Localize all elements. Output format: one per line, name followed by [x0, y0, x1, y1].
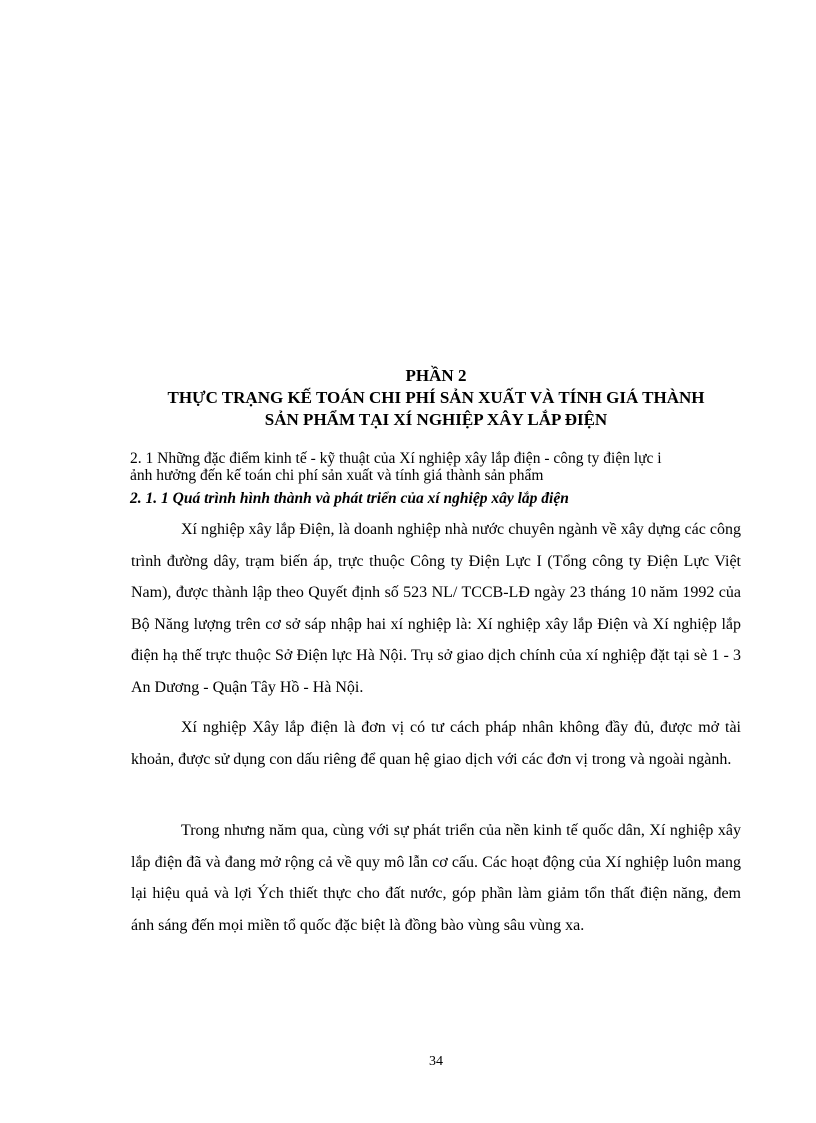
body-paragraph-3: Trong nhưng năm qua, cùng với sự phát triển của nền kinh tế quốc dân, Xí nghiệp xây lắp điện đã và đang mở rộng cả về quy mô lẫn cơ cấu. Các hoạt động của Xí nghiệp luôn mang lại hiệu quả và lợi Ých thiết thực cho đất nước, góp phần làm giảm tổn thất điện năng, đem ánh sáng đến mọi miền tổ quốc đặc biệt là đồng bào vùng sâu vùng xa. — [131, 822, 741, 934]
part-title-line-2: SẢN PHẨM TẠI XÍ NGHIỆP XÂY LẮP ĐIỆN — [264, 410, 608, 429]
part-title-line-1: THỰC TRẠNG KẾ TOÁN CHI PHÍ SẢN XUẤT VÀ TÍNH GIÁ THÀNH — [167, 388, 705, 407]
section-2-1-heading-line-2: ảnh hưởng đến kế toán chi phí sản xuất và tính giá thành sản phẩm — [130, 467, 544, 484]
body-paragraph-1: Xí nghiệp xây lắp Điện, là doanh nghiệp nhà nước chuyên ngành về xây dựng các công trình đường dây, trạm biến áp, trực thuộc Công ty Điện Lực I (Tổng công ty Điện Lực Việt Nam), được thành lập theo Quyết định số 523 NL/ TCCB-LĐ ngày 23 tháng 10 năm 1992 của Bộ Năng lượng trên cơ sở sáp nhập hai xí nghiệp là: Xí nghiệp xây lắp Điện và Xí nghiệp lắp điện hạ thế trực thuộc Sở Điện lực Hà Nội. Trụ sở giao dịch chính của xí nghiệp đặt tại sè 1 - 3 An Dương - Quận Tây Hồ - Hà Nội. — [131, 521, 741, 696]
section-2-1-1-heading: 2. 1. 1 Quá trình hình thành và phát triển của xí nghiệp xây lắp điện — [130, 490, 569, 507]
body-paragraph-2: Xí nghiệp Xây lắp điện là đơn vị có tư cách pháp nhân không đầy đủ, được mở tài khoản, được sử dụng con dấu riêng để quan hệ giao dịch với các đơn vị trong và ngoài ngành. — [131, 719, 741, 768]
part-label: PHẦN 2 — [405, 366, 467, 385]
page-number: 34 — [429, 1054, 443, 1069]
section-2-1-heading-line-1: 2. 1 Những đặc điểm kinh tế - kỹ thuật của Xí nghiệp xây lắp điện - công ty điện lực i — [130, 450, 662, 467]
